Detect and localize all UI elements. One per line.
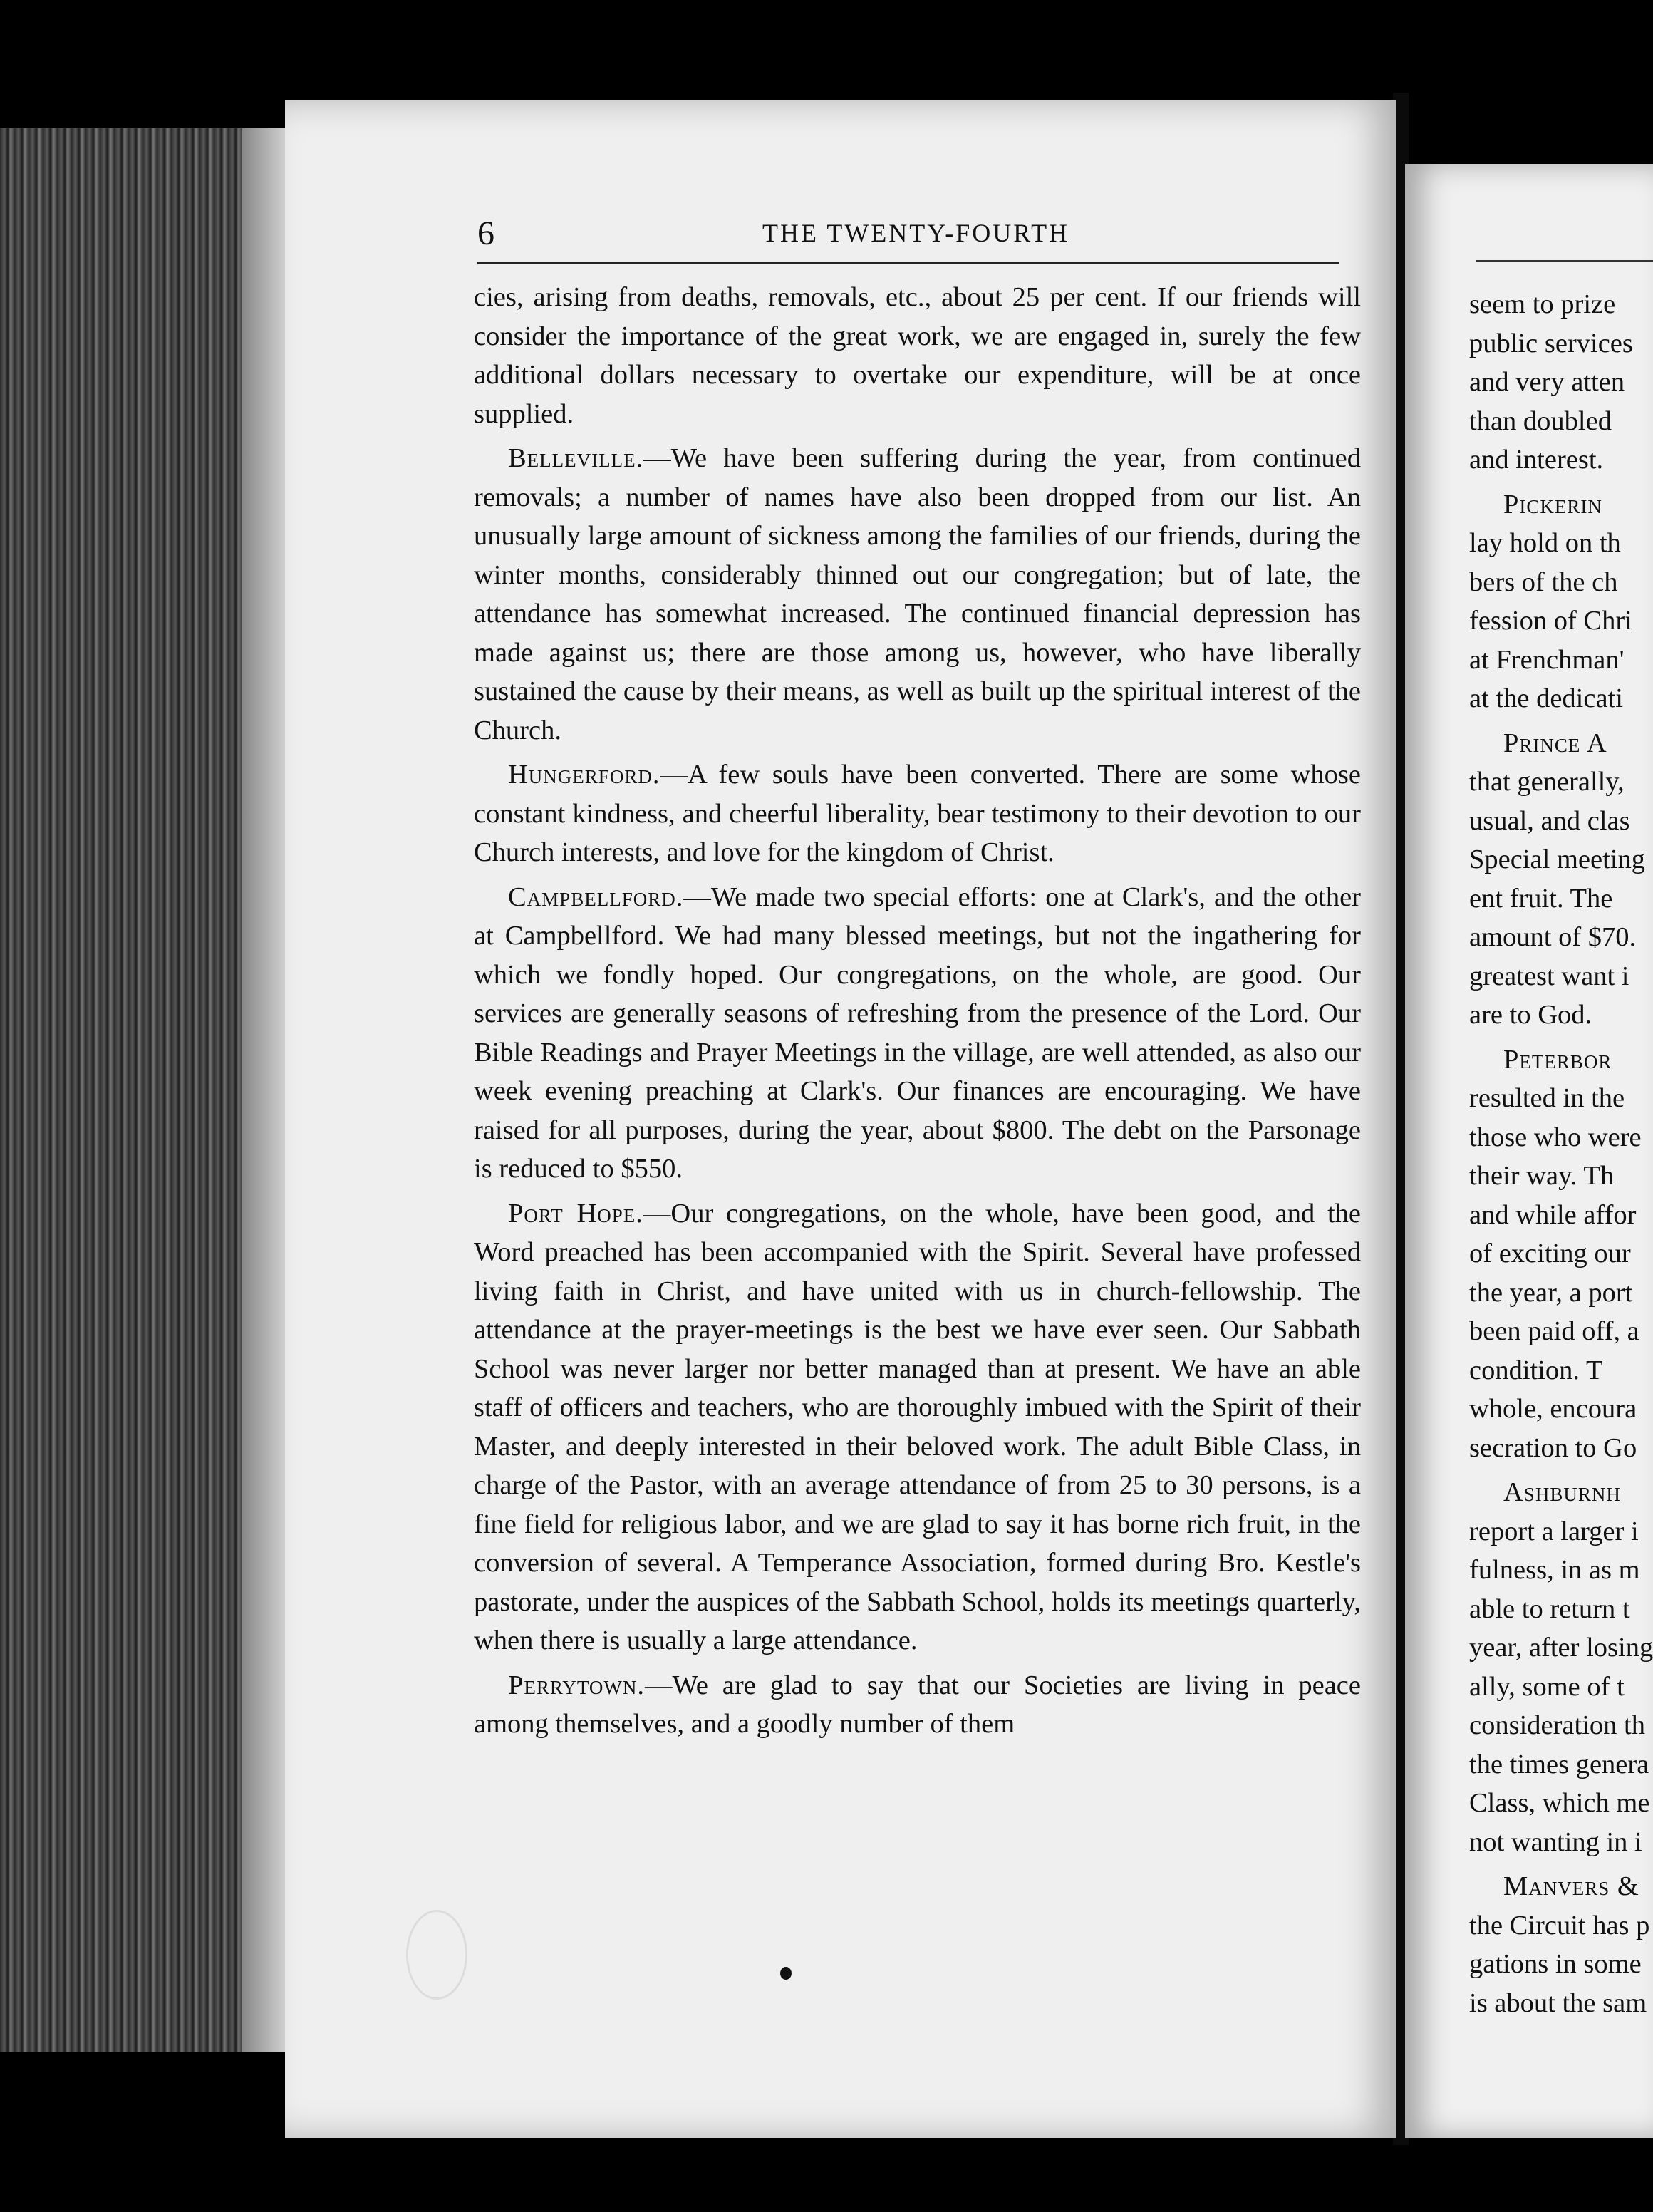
text-line: the year, a port [1469,1277,1633,1308]
text-line: greatest want i [1469,961,1629,991]
paragraph [474,278,1361,433]
book-page-edges [0,128,285,2052]
text-line: been paid off, a [1469,1316,1639,1346]
running-head: THE TWENTY-FOURTH [762,219,1070,247]
text-line: lay hold on th [1469,528,1621,558]
paragraph [474,1666,1361,1744]
text-line: condition. T [1469,1355,1603,1385]
section-heading: Hungerford. [508,760,660,790]
section-heading: Perrytown. [508,1670,646,1700]
text-line: the times genera [1469,1749,1649,1779]
text-line: those who were [1469,1122,1642,1152]
paragraph [474,755,1361,872]
paragraph [474,878,1361,1189]
text-line: Special meeting [1469,844,1645,874]
paragraph-text: —We have been suffering during the year, from continued removals; a number of names have also been dropped from our list. An unusually large amount of sickness among the families of our friends, during the winter months, considerably thinned out our congregation; but of late, the attendance has somewhat increased. The continued financial depression has made against us; there are those among us, however, who have liberally sustained the cause by their means, as well as built up the spiritual interest of the Church. [474,443,1361,745]
text-line: and very atten [1469,367,1625,397]
text-line: not wanting in i [1469,1826,1642,1857]
paragraph-text: cies, arising from deaths, removals, etc., about 25 per cent. If our friends will consider the importance of the great work, we are engaged in, surely the few additional dollars necessary to overtake our expenditure, will be at once supplied. [474,282,1361,429]
text-line: seem to prize [1469,289,1616,319]
page-stain [406,1910,467,2000]
text-line: secration to Go [1469,1432,1637,1463]
text-line: consideration th [1469,1710,1645,1740]
page-number: 6 [477,215,494,252]
text-line: gations in some [1469,1949,1642,1979]
text-line: report a larger i [1469,1516,1639,1546]
paragraph [474,439,1361,750]
text-line: that generally, [1469,767,1624,797]
text-line: Pickerin [1503,489,1602,520]
text-line: usual, and clas [1469,805,1630,836]
paragraph-text: —Our congregations, on the whole, have been good, and the Word preached has been accompanied with the Spirit. Several have professed living faith in Christ, and have united with us in church-fellowship. The attendance at the prayer-meetings is the best we have ever seen. Our Sabbath School was never larger nor better managed than at present. We have an able staff of officers and teachers, who are thoroughly imbued with the Spirit of their Master, and deeply interested in their beloved work. The adult Bible Class, in charge of the Pastor, with an average attendance of from 25 to 30 persons, is a fine field for religious labor, and we are glad to say it has borne rich fruit, in the conversion of several. A Temperance Association, formed during Bro. Kestle's pastorate, under the auspices of the Sabbath School, holds its meetings quarterly, when there is usually a large attendance. [474,1198,1361,1655]
text-line: year, after losing [1469,1633,1653,1663]
left-page-body [474,278,1361,1744]
text-line: are to God. [1469,1000,1592,1030]
left-page [285,100,1396,2138]
text-line: Class, which me [1469,1788,1650,1818]
text-line: at the dedicati [1469,683,1623,713]
text-line: fession of Chri [1469,606,1632,636]
text-line: ally, some of t [1469,1671,1624,1702]
text-line: ent fruit. The [1469,883,1613,914]
section-heading: Port Hope. [508,1198,643,1229]
section-heading: Campbellford. [508,882,684,912]
text-line: resulted in the [1469,1083,1625,1113]
page-header [477,214,1332,257]
paragraph-text: —We made two special efforts: one at Clark's, and the other at Campbellford. We had many blessed meetings, but not the ingathering for which we fondly hoped. Our congregations, on the whole, are good. Our services are generally seasons of refreshing from the presence of the Lord. Our Bible Readings and Prayer Meetings in the village, are well attended, as also our week evening preaching at Clark's. Our finances are encouraging. We have raised for all purposes, during the year, about $800. The debt on the Parsonage is reduced to $550. [474,882,1361,1184]
text-line: is about the sam [1469,1988,1647,2018]
text-line: bers of the ch [1469,567,1618,597]
paragraph [474,1194,1361,1660]
text-line: able to return t [1469,1593,1630,1624]
right-page [1405,164,1653,2138]
paragraph-text: —A few souls have been converted. There are some whose constant kindness, and cheerful liberality, bear testimony to their devotion to our Church interests, and love for the kingdom of Christ. [474,760,1361,867]
text-line: and while affor [1469,1199,1637,1230]
right-header-rule [1476,260,1653,262]
right-page-body [1469,285,1653,2022]
text-line: the Circuit has p [1469,1910,1650,1940]
text-line: their way. Th [1469,1161,1615,1191]
header-rule [477,262,1340,264]
text-line: at Frenchman' [1469,644,1624,675]
text-line: amount of $70. [1469,922,1637,952]
text-line: fulness, in as m [1469,1555,1640,1585]
text-line: whole, encoura [1469,1394,1637,1424]
text-line: and interest. [1469,445,1604,475]
text-line: Peterbor [1503,1044,1612,1075]
ink-dot [780,1967,792,1980]
text-line: than doubled [1469,405,1612,436]
paragraph-text: —We are glad to say that our Societies are living in peace among themselves, and a goodly number of them [474,1670,1361,1739]
text-line: Manvers & [1503,1871,1639,1901]
section-heading: Belleville. [508,443,644,473]
text-line: Prince A [1503,728,1607,758]
text-line: public services [1469,328,1633,358]
text-line: of exciting our [1469,1239,1631,1268]
text-line: Ashburnh [1503,1477,1621,1507]
